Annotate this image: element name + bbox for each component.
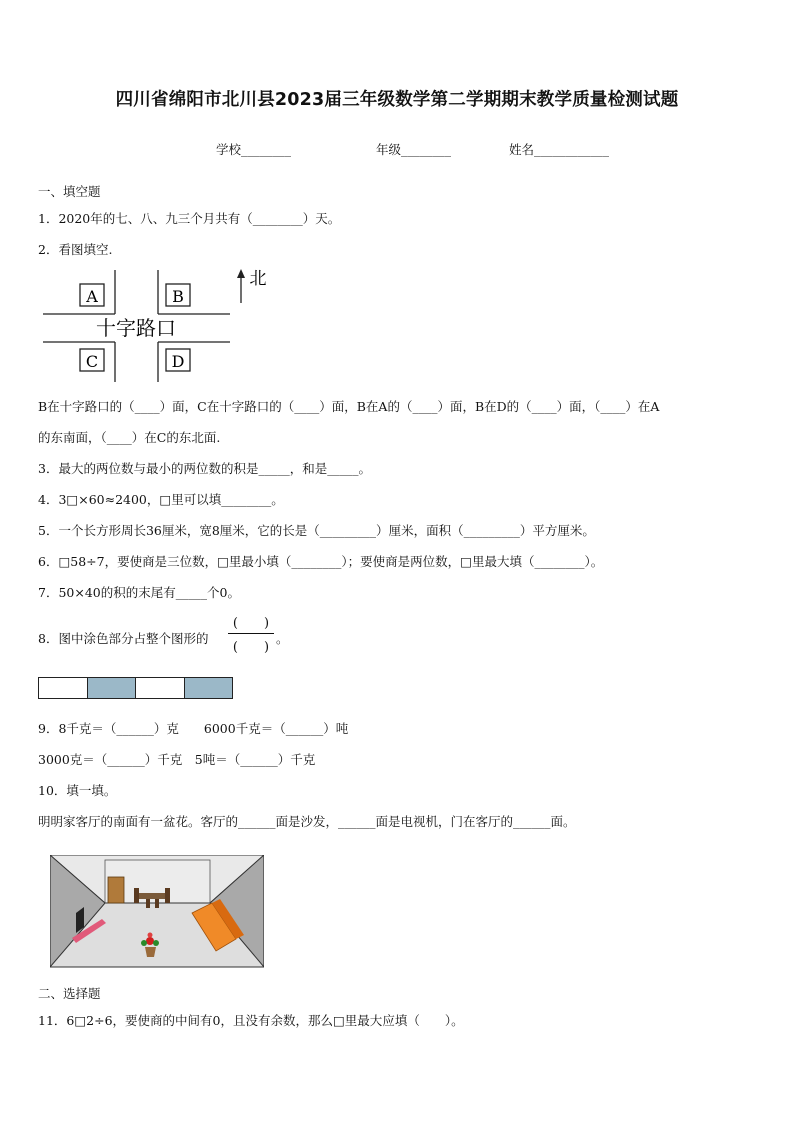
fraction-line (228, 633, 274, 634)
question-9-line-1: 9．8千克＝（______）克 6000千克＝（______）吨 (38, 721, 349, 736)
question-7: 7．50×40的积的末尾有_____个0。 (38, 585, 240, 600)
fraction-blank (228, 612, 274, 655)
bar-cell-shaded (87, 678, 136, 698)
fraction-period: 。 (276, 631, 289, 646)
shaded-bar-figure (38, 677, 233, 699)
question-6: 6．□58÷7，要使商是三位数，□里最小填（________）；要使商是两位数，□里最大填（________）。 (38, 554, 604, 569)
question-10-text: 明明家客厅的南面有一盆花。客厅的______面是沙发，______面是电视机，门在客厅的______面。 (38, 814, 576, 829)
question-2: 2．看图填空. (38, 242, 113, 257)
question-3: 3．最大的两位数与最小的两位数的积是_____，和是_____。 (38, 461, 371, 476)
north-label: 北 (249, 269, 267, 289)
label-b: B (172, 287, 184, 306)
page-title: 四川省绵阳市北川县2023届三年级数学第二学期期末教学质量检测试题 (115, 90, 679, 110)
question-8: 8．图中涂色部分占整个图形的 (38, 631, 209, 646)
grade-field: 年级________ (376, 142, 452, 157)
question-11: 11．6□2÷6，要使商的中间有0，且没有余数，那么□里最大应填（ ）。 (38, 1013, 464, 1028)
bar-cell-shaded (184, 678, 233, 698)
label-c: C (85, 352, 99, 371)
question-10: 10．填一填。 (38, 783, 117, 798)
question-9-line-2: 3000克＝（______）千克 5吨＝（______）千克 (38, 752, 316, 767)
numerator-blank: ( ) (232, 616, 270, 631)
section-heading-choice: 二、选择题 (38, 986, 101, 1001)
bar-cell-blank (39, 678, 87, 698)
denominator-blank: ( ) (232, 640, 270, 655)
name-field: 姓名____________ (509, 142, 610, 157)
crossroad-diagram (40, 262, 280, 386)
label-a: A (86, 287, 98, 306)
door-icon (108, 877, 124, 903)
school-field: 学校________ (216, 142, 292, 157)
bar-cell-blank (135, 678, 184, 698)
label-d: D (171, 352, 185, 371)
north-arrow-icon (237, 269, 245, 278)
section-heading-fill: 一、填空题 (38, 184, 101, 199)
living-room-figure (50, 855, 264, 975)
question-2-line-1: B在十字路口的（____）面，C在十字路口的（____）面，B在A的（____）面，B在D的（____）面，（____）在A (38, 399, 660, 414)
question-5: 5．一个长方形周长36厘米，宽8厘米，它的长是（_________）厘米，面积（_________）平方厘米。 (38, 523, 595, 538)
question-1: 1．2020年的七、八、九三个月共有（________）天。 (38, 211, 341, 226)
crossroad-label: 十字路口 (96, 316, 176, 340)
question-2-line-2: 的东南面，（____）在C的东北面. (38, 430, 221, 445)
question-4: 4．3□×60≈2400，□里可以填________。 (38, 492, 284, 507)
